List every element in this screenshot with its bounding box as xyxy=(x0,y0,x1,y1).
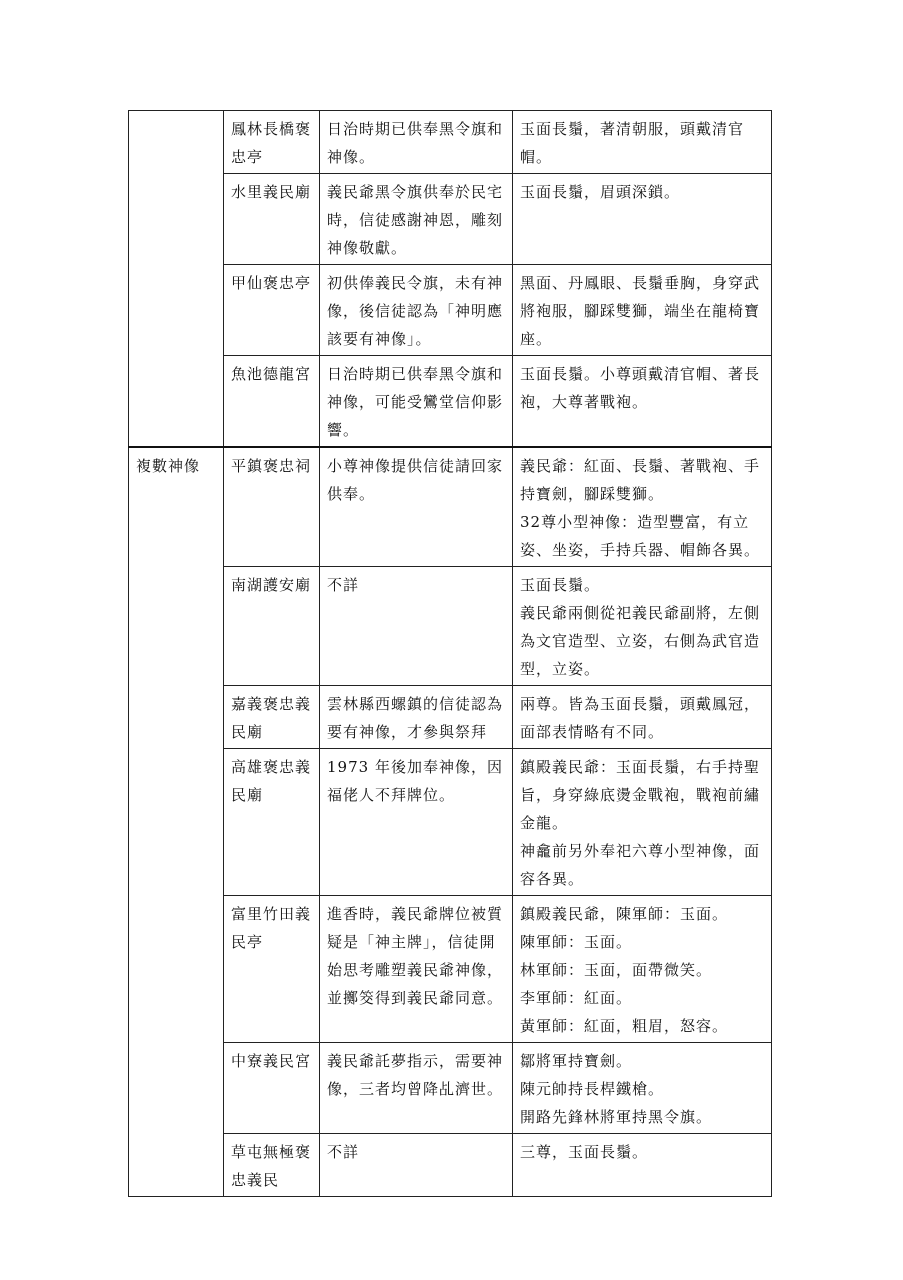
origin-cell: 不詳 xyxy=(320,567,513,686)
description-line: 鎮殿義民爺，陳軍師：玉面。 xyxy=(520,905,729,923)
temple-name-cell: 魚池德龍宮 xyxy=(224,356,320,448)
table-row xyxy=(129,1043,772,1134)
temple-name-cell: 富里竹田義民亭 xyxy=(224,896,320,1043)
origin-cell: 初供俸義民令旗，未有神像，後信徒認為「神明應該要有神像」。 xyxy=(320,265,513,356)
category-cell: 複數神像 xyxy=(129,447,224,1197)
description-cell xyxy=(513,1043,772,1134)
origin-cell: 日治時期已供奉黑令旗和神像，可能受鸞堂信仰影響。 xyxy=(320,356,513,448)
origin-cell: 不詳 xyxy=(320,1134,513,1197)
description-line: 三尊，玉面長鬚。 xyxy=(520,1143,649,1161)
description-line: 鎮殿義民爺：玉面長鬚，右手持聖旨，身穿綠底燙金戰袍，戰袍前繡金龍。 xyxy=(520,758,761,832)
temple-name-cell: 甲仙褒忠亭 xyxy=(224,265,320,356)
description-line: 李軍師：紅面。 xyxy=(520,989,633,1007)
description-line: 兩尊。皆為玉面長鬚，頭戴鳳冠，面部表情略有不同。 xyxy=(520,695,761,741)
description-line: 陳軍師：玉面。 xyxy=(520,933,633,951)
description-line: 義民爺：紅面、長鬚、著戰袍、手持寶劍，腳踩雙獅。 xyxy=(520,457,761,503)
description-cell xyxy=(513,356,772,448)
table-row xyxy=(129,356,772,448)
description-cell xyxy=(513,567,772,686)
temple-name-cell: 高雄褒忠義民廟 xyxy=(224,749,320,896)
origin-cell: 1973 年後加奉神像，因福佬人不拜牌位。 xyxy=(320,749,513,896)
origin-cell: 義民爺託夢指示，需要神像，三者均曾降乩濟世。 xyxy=(320,1043,513,1134)
temple-name-cell: 平鎮褒忠祠 xyxy=(224,447,320,567)
description-line: 玉面長鬚。小尊頭戴清官帽、著長袍，大尊著戰袍。 xyxy=(520,365,761,411)
table-row xyxy=(129,447,772,567)
table-row xyxy=(129,567,772,686)
table-row xyxy=(129,265,772,356)
origin-cell: 小尊神像提供信徒請回家供奉。 xyxy=(320,447,513,567)
description-cell xyxy=(513,686,772,749)
temple-name-cell: 水里義民廟 xyxy=(224,174,320,265)
category-cell-empty xyxy=(129,111,224,448)
description-line: 黃軍師：紅面，粗眉，怒容。 xyxy=(520,1017,729,1035)
description-line: 鄒將軍持寶劍。 xyxy=(520,1052,633,1070)
description-line: 32尊小型神像：造型豐富，有立姿、坐姿，手持兵器、帽飾各異。 xyxy=(520,513,761,559)
table-row xyxy=(129,896,772,1043)
table-row xyxy=(129,174,772,265)
table-row xyxy=(129,1134,772,1197)
table-row xyxy=(129,749,772,896)
description-cell xyxy=(513,896,772,1043)
origin-cell: 雲林縣西螺鎮的信徒認為要有神像，才參與祭拜 xyxy=(320,686,513,749)
table-row xyxy=(129,111,772,174)
description-cell xyxy=(513,749,772,896)
description-line: 玉面長鬚。 xyxy=(520,576,601,594)
description-cell xyxy=(513,111,772,174)
temple-name-cell: 鳳林長橋褒忠亭 xyxy=(224,111,320,174)
description-line: 玉面長鬚，著清朝服，頭戴清官帽。 xyxy=(520,120,745,166)
description-line: 玉面長鬚，眉頭深鎖。 xyxy=(520,183,681,201)
origin-cell: 進香時，義民爺牌位被質疑是「神主牌」，信徒開始思考雕塑義民爺神像，並擲筊得到義民爺同意。 xyxy=(320,896,513,1043)
temple-name-cell: 嘉義褒忠義民廟 xyxy=(224,686,320,749)
description-line: 林軍師：玉面，面帶微笑。 xyxy=(520,961,713,979)
temple-statue-table xyxy=(128,110,772,1197)
origin-cell: 日治時期已供奉黑令旗和神像。 xyxy=(320,111,513,174)
description-line: 義民爺兩側從祀義民爺副將，左側為文官造型、立姿，右側為武官造型，立姿。 xyxy=(520,604,761,678)
description-cell xyxy=(513,265,772,356)
description-cell xyxy=(513,447,772,567)
temple-name-cell: 中寮義民宮 xyxy=(224,1043,320,1134)
table-row xyxy=(129,686,772,749)
description-line: 開路先鋒林將軍持黑令旗。 xyxy=(520,1108,713,1126)
temple-name-cell: 南湖護安廟 xyxy=(224,567,320,686)
description-line: 黑面、丹鳳眼、長鬚垂胸，身穿武將袍服，腳踩雙獅，端坐在龍椅寶座。 xyxy=(520,274,761,348)
description-cell xyxy=(513,174,772,265)
description-line: 神龕前另外奉祀六尊小型神像，面容各異。 xyxy=(520,842,761,888)
table-body xyxy=(129,111,772,1197)
description-cell xyxy=(513,1134,772,1197)
temple-name-cell: 草屯無極褒忠義民 xyxy=(224,1134,320,1197)
origin-cell: 義民爺黑令旗供奉於民宅時，信徒感謝神恩，雕刻神像敬獻。 xyxy=(320,174,513,265)
description-line: 陳元帥持長桿鐵槍。 xyxy=(520,1080,665,1098)
